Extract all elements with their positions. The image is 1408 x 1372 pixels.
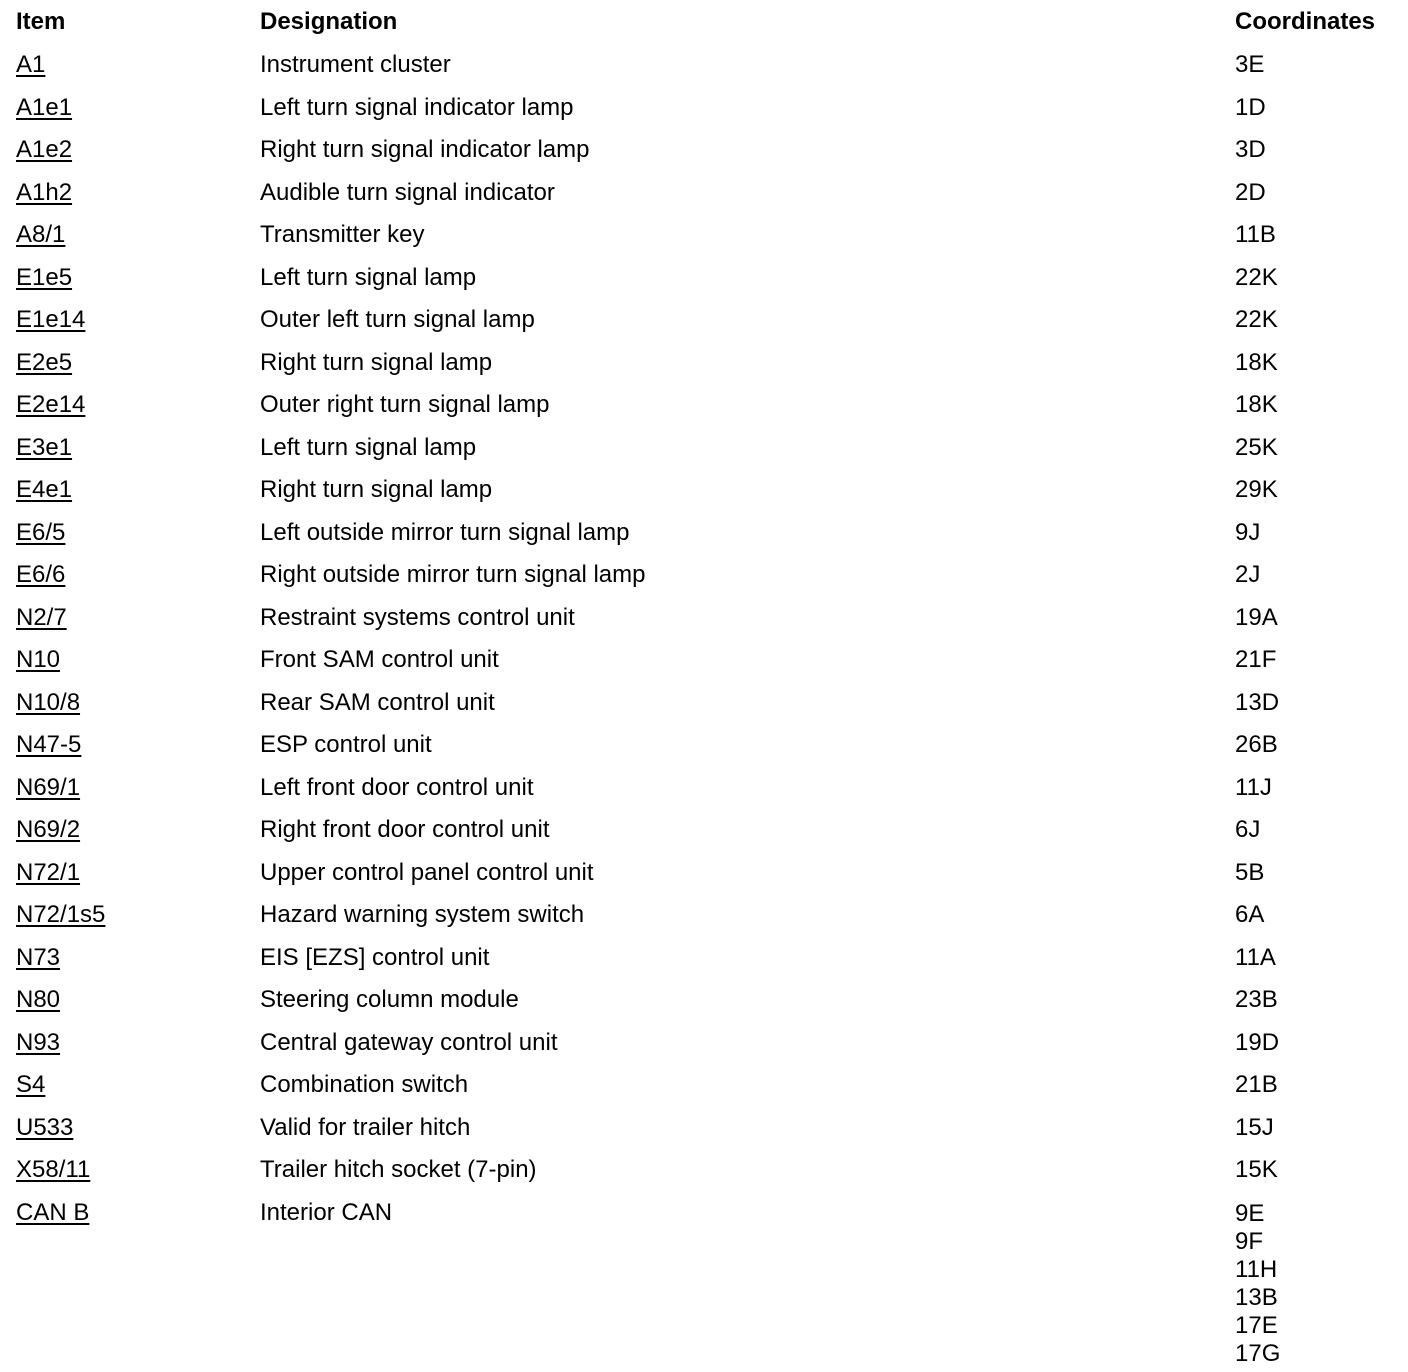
designation-text: Hazard warning system switch <box>260 901 585 928</box>
table-row <box>0 1069 1408 1101</box>
designation-text: Restraint systems control unit <box>260 604 575 631</box>
item-link[interactable]: E3e1 <box>16 434 73 461</box>
coordinates-cell <box>1235 49 1264 81</box>
item-link[interactable]: N72/1s5 <box>16 901 106 928</box>
coordinates-cell <box>1235 177 1266 209</box>
coordinate-value: 19A <box>1235 604 1278 631</box>
table-row <box>0 517 1408 549</box>
designation-text: Combination switch <box>260 1071 469 1098</box>
table-row <box>0 134 1408 166</box>
item-link[interactable]: N69/2 <box>16 816 81 843</box>
coordinate-value: 3E <box>1235 51 1265 78</box>
coordinates-cell <box>1235 729 1278 761</box>
designation-text: Front SAM control unit <box>260 646 499 673</box>
designation-text: Outer right turn signal lamp <box>260 391 550 418</box>
coordinate-value: 11B <box>1235 221 1276 248</box>
item-link[interactable]: N72/1 <box>16 859 81 886</box>
coordinate-value: 21F <box>1235 646 1277 673</box>
header-coordinates: Coordinates <box>1235 8 1376 35</box>
coordinates-cell <box>1235 304 1278 336</box>
designation-text: Right turn signal indicator lamp <box>260 136 590 163</box>
coordinate-value: 29K <box>1235 476 1278 503</box>
item-link[interactable]: U533 <box>16 1114 74 1141</box>
table-row <box>0 1197 1408 1367</box>
table-row <box>0 432 1408 464</box>
table-row <box>0 389 1408 421</box>
table-row <box>0 559 1408 591</box>
coordinate-value: 18K <box>1235 391 1278 418</box>
coordinates-cell <box>1235 772 1272 804</box>
item-link[interactable]: N47-5 <box>16 731 82 758</box>
designation-text: Instrument cluster <box>260 51 451 78</box>
designation-text: Left outside mirror turn signal lamp <box>260 519 630 546</box>
coordinates-cell <box>1235 857 1264 889</box>
item-link[interactable]: E4e1 <box>16 476 73 503</box>
designation-text: Left turn signal indicator lamp <box>260 94 574 121</box>
item-link[interactable]: N80 <box>16 986 61 1013</box>
designation-text: Trailer hitch socket (7-pin) <box>260 1156 537 1183</box>
designation-text: Right outside mirror turn signal lamp <box>260 561 646 588</box>
coordinate-value: 18K <box>1235 349 1278 376</box>
item-link[interactable]: N69/1 <box>16 774 81 801</box>
designation-text: Transmitter key <box>260 221 425 248</box>
item-link[interactable]: N93 <box>16 1029 61 1056</box>
designation-text: Steering column module <box>260 986 519 1013</box>
coordinate-value: 21B <box>1235 1071 1278 1098</box>
coordinate-value: 15J <box>1235 1114 1274 1141</box>
coordinate-value: 11H <box>1235 1256 1278 1283</box>
item-link[interactable]: A1 <box>16 51 46 78</box>
designation-text: Right front door control unit <box>260 816 550 843</box>
designation-text: Left front door control unit <box>260 774 534 801</box>
coordinates-cell <box>1235 432 1278 464</box>
coordinate-value: 11J <box>1235 774 1272 801</box>
table-row <box>0 262 1408 294</box>
designation-text: Rear SAM control unit <box>260 689 495 716</box>
item-link[interactable]: N73 <box>16 944 61 971</box>
coordinate-value: 6A <box>1235 901 1265 928</box>
table-row <box>0 602 1408 634</box>
table-row <box>0 687 1408 719</box>
item-link[interactable]: E1e5 <box>16 264 73 291</box>
table-row <box>0 942 1408 974</box>
coordinate-value: 9J <box>1235 519 1261 546</box>
designation-text: Interior CAN <box>260 1199 393 1226</box>
coordinates-cell <box>1235 644 1276 676</box>
item-link[interactable]: CAN B <box>16 1199 90 1226</box>
designation-text: Left turn signal lamp <box>260 434 477 461</box>
coordinate-value: 3D <box>1235 136 1266 163</box>
coordinates-cell <box>1235 602 1278 634</box>
coordinate-value: 17E <box>1235 1312 1278 1339</box>
coordinates-cell <box>1235 687 1279 719</box>
coordinates-cell <box>1235 389 1278 421</box>
item-link[interactable]: N10/8 <box>16 689 81 716</box>
coordinate-value: 11A <box>1235 944 1276 971</box>
table-row <box>0 474 1408 506</box>
table-row <box>0 49 1408 81</box>
item-link[interactable]: X58/11 <box>16 1156 91 1183</box>
coordinate-value: 22K <box>1235 306 1278 333</box>
table-row <box>0 1154 1408 1186</box>
table-header-row <box>0 6 1408 38</box>
coordinates-cell <box>1235 942 1276 974</box>
table-row <box>0 92 1408 124</box>
coordinate-value: 2J <box>1235 561 1261 588</box>
item-link[interactable]: E2e5 <box>16 349 73 376</box>
coordinate-value: 19D <box>1235 1029 1280 1056</box>
header-designation: Designation <box>260 8 398 35</box>
item-link[interactable]: A1e1 <box>16 94 73 121</box>
item-link[interactable]: E1e14 <box>16 306 86 333</box>
table-row <box>0 772 1408 804</box>
coordinate-value: 15K <box>1235 1156 1278 1183</box>
designation-text: Right turn signal lamp <box>260 349 493 376</box>
coordinate-value: 22K <box>1235 264 1278 291</box>
item-link[interactable]: E2e14 <box>16 391 86 418</box>
coordinates-cell <box>1235 1154 1278 1186</box>
coordinates-cell <box>1235 262 1278 294</box>
table-row <box>0 644 1408 676</box>
item-link[interactable]: E6/5 <box>16 519 66 546</box>
coordinate-value: 13D <box>1235 689 1280 716</box>
coordinate-value: 9E <box>1235 1200 1265 1227</box>
table-row <box>0 729 1408 761</box>
table-row <box>0 219 1408 251</box>
table-row <box>0 1112 1408 1144</box>
designation-text: Upper control panel control unit <box>260 859 594 886</box>
coordinates-cell <box>1235 899 1264 931</box>
coordinates-cell <box>1235 984 1278 1016</box>
table-row <box>0 857 1408 889</box>
table-row <box>0 984 1408 1016</box>
designation-text: Right turn signal lamp <box>260 476 493 503</box>
coordinates-cell <box>1235 474 1278 506</box>
table-row <box>0 177 1408 209</box>
table-row <box>0 814 1408 846</box>
coordinate-value: 9F <box>1235 1228 1264 1255</box>
header-item: Item <box>16 8 66 35</box>
item-link[interactable]: N2/7 <box>16 604 67 631</box>
coordinates-cell <box>1235 1200 1280 1368</box>
designation-text: Outer left turn signal lamp <box>260 306 535 333</box>
coordinates-cell <box>1235 134 1266 166</box>
coordinates-cell <box>1235 1069 1278 1101</box>
coordinates-cell <box>1235 1112 1274 1144</box>
table-row <box>0 304 1408 336</box>
item-link[interactable]: A1h2 <box>16 179 73 206</box>
coordinate-value: 5B <box>1235 859 1265 886</box>
item-link[interactable]: N10 <box>16 646 61 673</box>
coordinate-value: 25K <box>1235 434 1278 461</box>
coordinate-value: 13B <box>1235 1284 1278 1311</box>
item-link[interactable]: A8/1 <box>16 221 66 248</box>
coordinates-cell <box>1235 1027 1279 1059</box>
coordinates-cell <box>1235 92 1266 124</box>
coordinate-value: 23B <box>1235 986 1278 1013</box>
item-link[interactable]: S4 <box>16 1071 46 1098</box>
designation-text: EIS [EZS] control unit <box>260 944 490 971</box>
designation-text: Left turn signal lamp <box>260 264 477 291</box>
coordinates-cell <box>1235 219 1276 251</box>
coordinates-cell <box>1235 559 1260 591</box>
designation-text: ESP control unit <box>260 731 432 758</box>
item-link[interactable]: A1e2 <box>16 136 73 163</box>
coordinate-value: 26B <box>1235 731 1278 758</box>
coordinate-value: 2D <box>1235 179 1266 206</box>
coordinates-cell <box>1235 517 1260 549</box>
coordinate-value: 1D <box>1235 94 1266 121</box>
designation-text: Valid for trailer hitch <box>260 1114 471 1141</box>
coordinate-value: 6J <box>1235 816 1261 843</box>
coordinate-value: 17G <box>1235 1340 1281 1367</box>
designation-text: Audible turn signal indicator <box>260 179 555 206</box>
table-row <box>0 899 1408 931</box>
coordinates-cell <box>1235 814 1260 846</box>
item-link[interactable]: E6/6 <box>16 561 66 588</box>
coordinates-cell <box>1235 347 1278 379</box>
table-row <box>0 1027 1408 1059</box>
table-row <box>0 347 1408 379</box>
designation-text: Central gateway control unit <box>260 1029 558 1056</box>
